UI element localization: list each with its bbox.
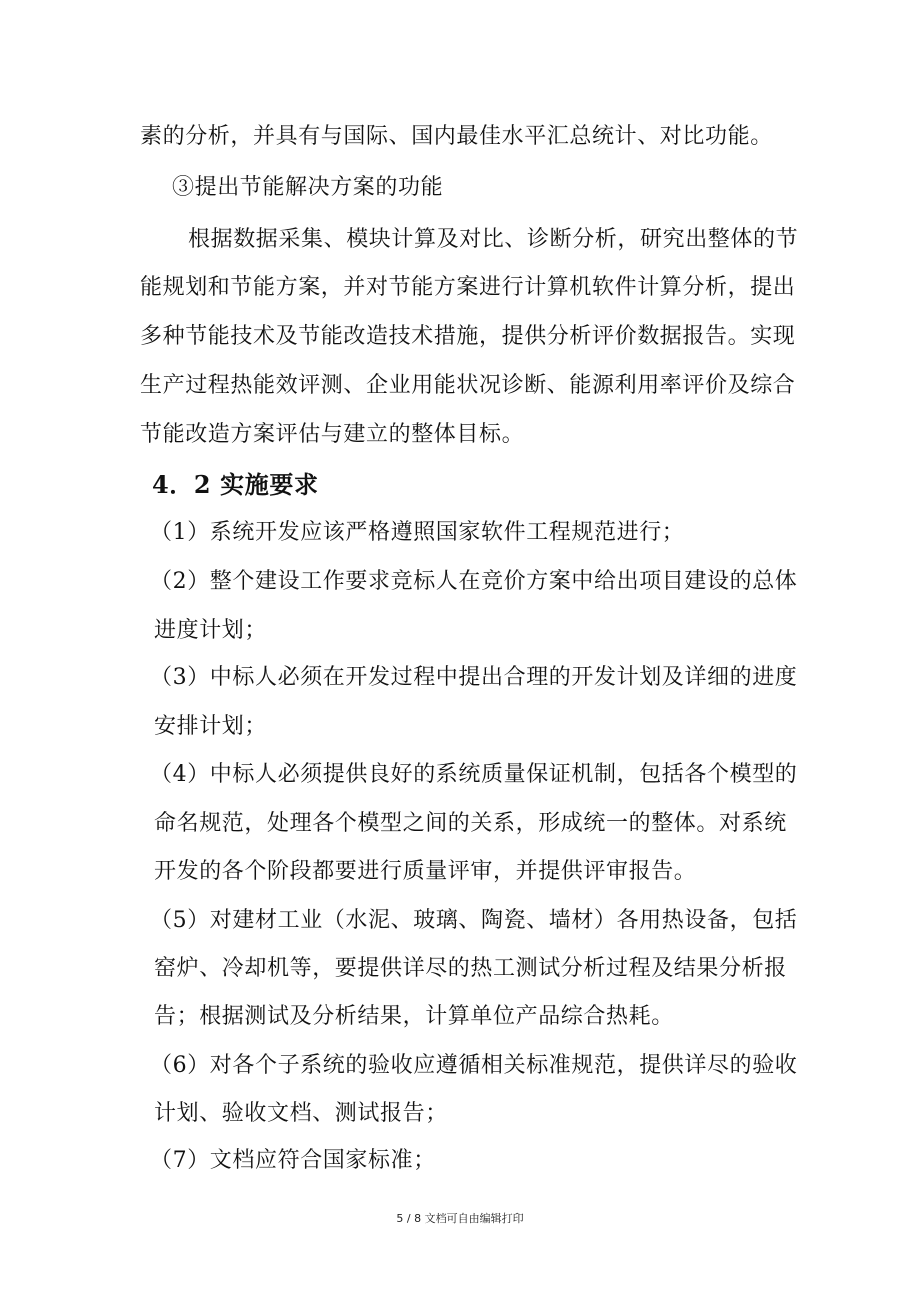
list-item-line: （2）整个建设工作要求竞标人在竞价方案中给出项目建设的总体 — [150, 569, 798, 594]
list-item-line: （5）对建材工业（水泥、玻璃、陶瓷、墙材）各用热设备，包括 — [150, 908, 798, 933]
list-item-line: （4）中标人必须提供良好的系统质量保证机制，包括各个模型的 — [150, 762, 798, 787]
page-footer: 5 / 8 文档可自由编辑打印 — [396, 1212, 524, 1225]
intro-line: 素的分析，并具有与国际、国内最佳水平汇总统计、对比功能。 — [140, 124, 773, 149]
list-item-line: （7）文档应符合国家标准； — [150, 1148, 436, 1173]
paragraph-line: 节能改造方案评估与建立的整体目标。 — [140, 422, 525, 447]
paragraph-line: 能规划和节能方案，并对节能方案进行计算机软件计算分析，提出 — [140, 275, 796, 300]
subsection-title: ③提出节能解决方案的功能 — [172, 175, 444, 200]
list-item-line: （6）对各个子系统的验收应遵循相关标准规范，提供详尽的验收 — [150, 1053, 798, 1078]
list-item-line: 安排计划； — [154, 714, 268, 739]
list-item-line: （1）系统开发应该严格遵照国家软件工程规范进行； — [150, 520, 685, 545]
list-item-line: 命名规范，处理各个模型之间的关系，形成统一的整体。对系统 — [154, 811, 787, 836]
list-item-line: 窑炉、冷却机等，要提供详尽的热工测试分析过程及结果分析报 — [154, 956, 787, 981]
list-item-line: 计划、验收文档、测试报告； — [154, 1101, 448, 1126]
list-item-line: 开发的各个阶段都要进行质量评审，并提供评审报告。 — [154, 859, 697, 884]
paragraph-line: 根据数据采集、模块计算及对比、诊断分析，研究出整体的节 — [188, 227, 799, 252]
list-item-line: （3）中标人必须在开发过程中提出合理的开发计划及详细的进度 — [150, 665, 798, 690]
list-item-line: 进度计划； — [154, 618, 268, 643]
paragraph-line: 多种节能技术及节能改造技术措施，提供分析评价数据报告。实现 — [140, 324, 796, 349]
section-heading: 4．2 实施要求 — [152, 470, 319, 499]
paragraph-line: 生产过程热能效评测、企业用能状况诊断、能源利用率评价及综合 — [140, 373, 796, 398]
list-item-line: 告；根据测试及分析结果，计算单位产品综合热耗。 — [154, 1004, 674, 1029]
